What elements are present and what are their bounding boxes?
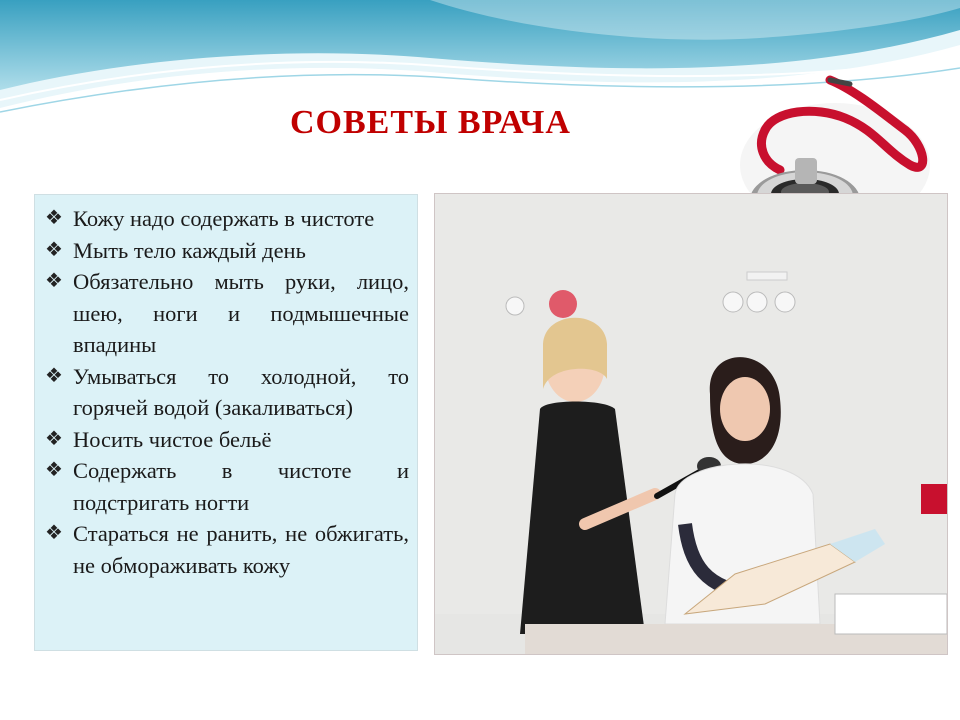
advice-box: [34, 194, 418, 651]
advice-item: [45, 235, 409, 267]
diamond-bullet-icon: ❖: [45, 238, 63, 261]
doctor-photo: [434, 193, 948, 655]
advice-text: Мыть тело каждый день: [73, 237, 306, 263]
advice-text: Кожу надо содержать в чистоте: [73, 206, 375, 231]
advice-text: Содержать в чистоте и подстригать ногти: [73, 458, 409, 515]
diamond-bullet-icon: ❖: [45, 459, 63, 481]
doctor-photo-illustration: [435, 194, 947, 654]
advice-item: [45, 203, 409, 235]
diamond-bullet-icon: ❖: [45, 207, 63, 229]
diamond-bullet-icon: ❖: [45, 522, 63, 544]
page-title: СОВЕТЫ ВРАЧА: [290, 104, 571, 141]
advice-list: [45, 203, 409, 581]
advice-item: [45, 518, 409, 581]
advice-text: Умываться то холодной, то горячей водой (закаливаться): [73, 363, 409, 420]
advice-text: Обязательно мыть руки, лицо, шею, ноги и подмышечные впадины: [73, 269, 409, 357]
diamond-bullet-icon: ❖: [45, 364, 63, 387]
diamond-bullet-icon: ❖: [45, 427, 63, 450]
advice-item: [45, 361, 409, 424]
advice-item: [45, 266, 409, 361]
advice-text: Носить чистое бельё: [73, 426, 272, 452]
advice-text: Стараться не ранить, не обжигать, не обмораживать кожу: [73, 521, 409, 578]
advice-item: [45, 455, 409, 518]
diamond-bullet-icon: ❖: [45, 270, 63, 292]
advice-item: [45, 424, 409, 456]
